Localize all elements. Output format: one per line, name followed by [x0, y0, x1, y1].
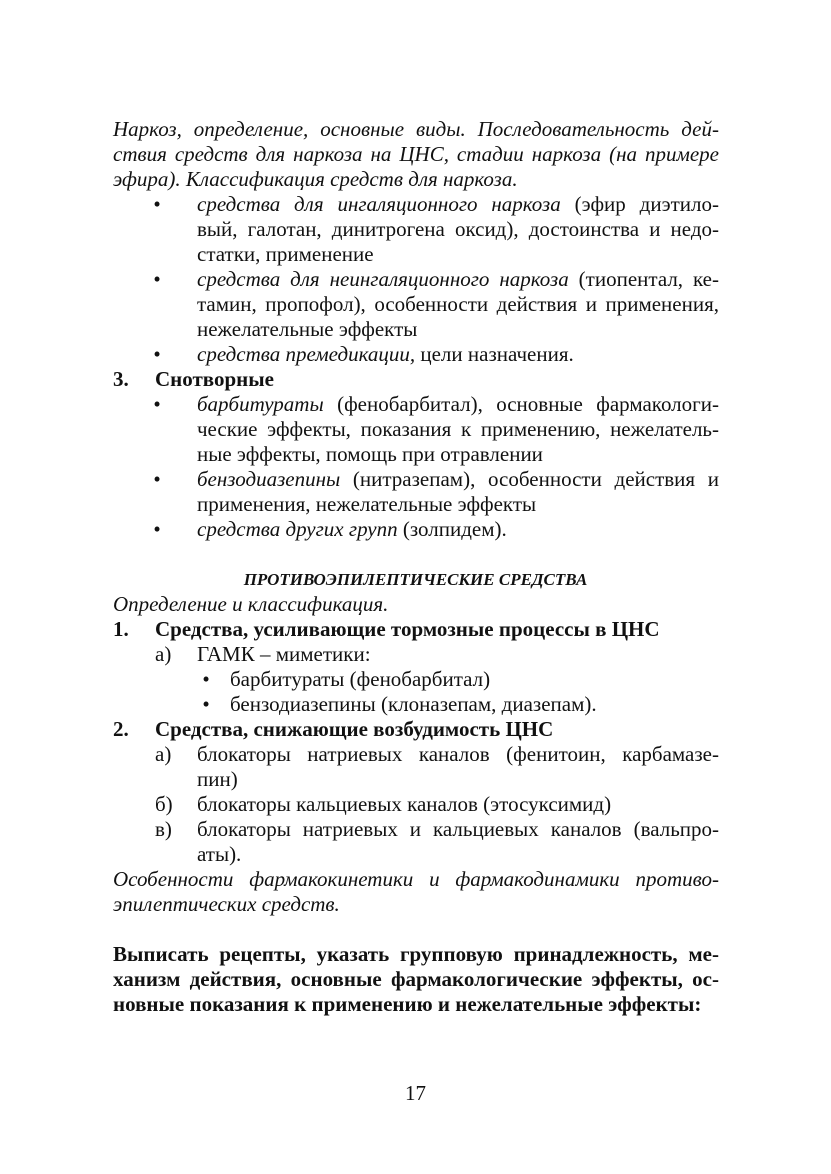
list-item-term: средства премедикации,: [197, 342, 416, 366]
list-item-term: барбитураты: [197, 392, 324, 416]
section-number: 3.: [113, 367, 129, 391]
list-item-text: (тиопентал, ке-: [568, 267, 719, 291]
sub-item-text: блокаторы кальциевых каналов (этосуксимид): [197, 792, 612, 816]
bullet-icon: •: [153, 267, 161, 291]
list-item-text: (фенобарбитал), основные фармакологи-: [323, 392, 719, 416]
list-item-text: вый, галотан, динитрогена оксид), достоинства и недо-: [197, 217, 719, 241]
bullet-icon: •: [153, 467, 161, 491]
sub-letter: а): [155, 642, 172, 666]
sub-item-text: блокаторы натриевых и кальциевых каналов (вальпро-: [197, 817, 719, 841]
list-item: [197, 192, 719, 217]
list-item-text: (эфир диэтило-: [560, 192, 719, 216]
bullet-icon: •: [202, 692, 210, 716]
features-line: Особенности фармакокинетики и фармакодинамики противо-: [113, 867, 719, 891]
sub-item-text: аты).: [197, 842, 242, 866]
features-line: эпилептических средств.: [113, 892, 340, 916]
sub-letter: в): [155, 817, 172, 841]
bullet-icon: •: [153, 342, 161, 366]
sub-letter: а): [155, 742, 172, 766]
list-item-term: средства других групп: [197, 517, 398, 541]
definition-line: Определение и классификация.: [113, 592, 389, 616]
section-title: Снотворные: [155, 367, 274, 391]
group-number: 1.: [113, 617, 129, 641]
list-item: [197, 267, 719, 292]
task-line: Выписать рецепты, указать групповую принадлежность, ме-: [113, 942, 719, 966]
sub-item-text: ГАМК – миметики:: [197, 642, 371, 666]
intro-line: ствия средств для наркоза на ЦНС, стадии наркоза (на примере: [113, 142, 719, 166]
list-item-text: цели назначения.: [415, 342, 574, 366]
list-item: [197, 467, 719, 492]
list-item-text: бензодиазепины (клоназепам, диазепам).: [230, 692, 597, 716]
sub-item-text: пин): [197, 767, 238, 791]
bullet-icon: •: [153, 392, 161, 416]
task-line: новные показания к применению и нежелательные эффекты:: [113, 992, 702, 1016]
bullet-icon: •: [202, 667, 210, 691]
list-item-text: ные эффекты, помощь при отравлении: [197, 442, 543, 466]
list-item-text: статки, применение: [197, 242, 374, 266]
bullet-icon: •: [153, 517, 161, 541]
group-title: Средства, усиливающие тормозные процессы в ЦНС: [155, 617, 660, 641]
intro-line: Наркоз, определение, основные виды. Последовательность дей-: [113, 117, 719, 141]
list-item-text: нежелательные эффекты: [197, 317, 418, 341]
list-item: [197, 517, 507, 542]
bullet-icon: •: [153, 192, 161, 216]
sub-letter: б): [155, 792, 173, 816]
list-item-term: средства для неингаляционного наркоза: [197, 267, 569, 291]
list-item: [197, 342, 574, 367]
sub-item-text: блокаторы натриевых каналов (фенитоин, карбамазе-: [197, 742, 719, 766]
list-item-term: бензодиазепины: [197, 467, 341, 491]
task-line: ханизм действия, основные фармакологические эффекты, ос-: [113, 967, 719, 991]
page-number: 17: [405, 1081, 426, 1105]
list-item-text: ческие эффекты, показания к применению, нежелатель-: [197, 417, 719, 441]
intro-line: эфира). Классификация средств для наркоза.: [113, 167, 518, 191]
list-item-text: применения, нежелательные эффекты: [197, 492, 537, 516]
list-item: [197, 392, 719, 417]
list-item-text: (золпидем).: [397, 517, 507, 541]
group-number: 2.: [113, 717, 129, 741]
section-heading: ПРОТИВОЭПИЛЕПТИЧЕСКИЕ СРЕДСТВА: [243, 570, 588, 589]
list-item-text: барбитураты (фенобарбитал): [230, 667, 491, 691]
list-item-text: (нитразепам), особенности действия и: [340, 467, 719, 491]
group-title: Средства, снижающие возбудимость ЦНС: [155, 717, 554, 741]
list-item-text: тамин, пропофол), особенности действия и применения,: [197, 292, 719, 316]
list-item-term: средства для ингаляционного наркоза: [197, 192, 561, 216]
